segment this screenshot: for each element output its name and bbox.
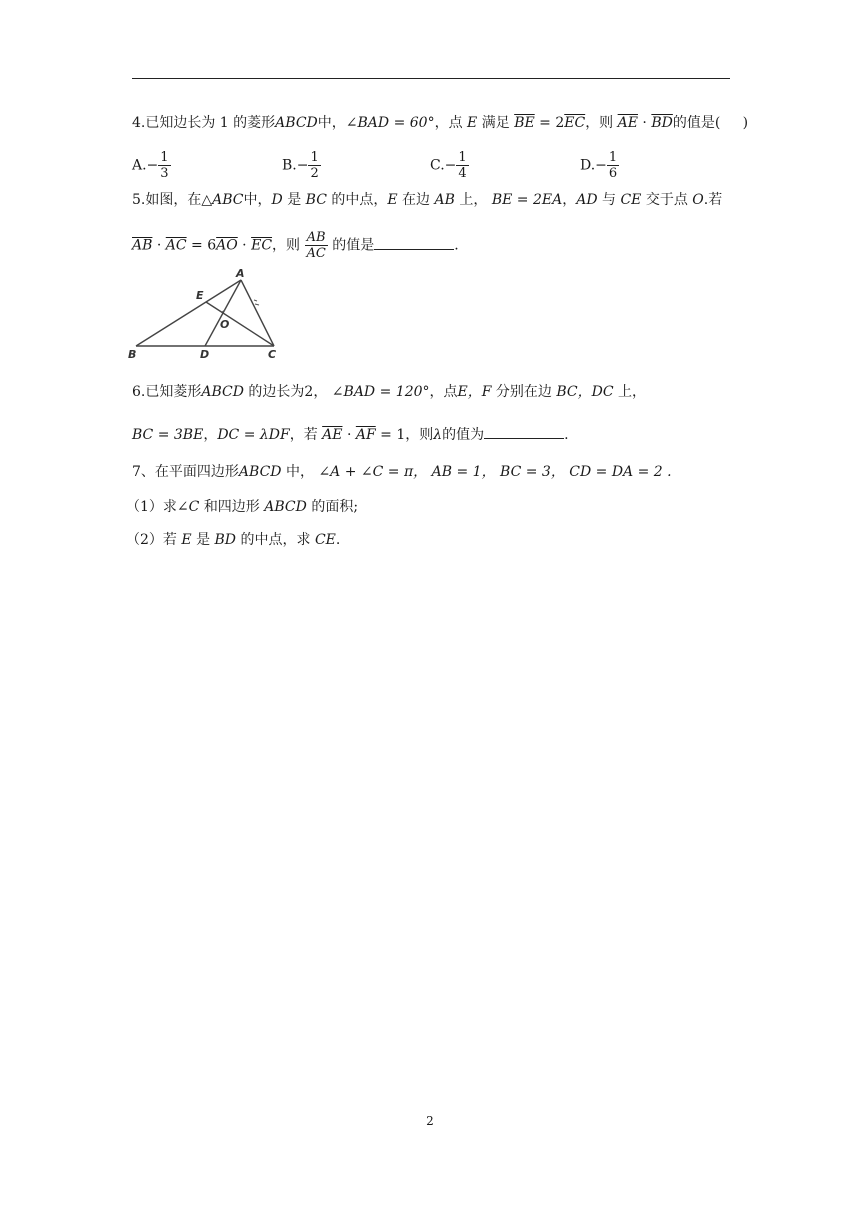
question-6-condition: BC = 3BE，DC = λDF，若 $\overline{AE} \cdot \overline{AF} = 1$，则λ的值为 . (132, 424, 569, 445)
label-b: B (128, 348, 137, 361)
question-5-equation: $\overline{AB} \cdot \overline{AC} = 6\overline{AO} \cdot \overline{EC}$，则 $\frac{AB}{AC}$ 的值是 . (132, 230, 459, 261)
question-7-part-2: （2）若 E 是 BD 的中点，求 CE. (126, 532, 341, 548)
label-e: E (196, 289, 204, 302)
question-5-stem: 5.如图，在△ABC中，D 是 BC 的中点，E 在边 AB 上， BE = 2EA，AD 与 CE 交于点 O.若 (132, 192, 723, 208)
segment-ec (206, 302, 274, 346)
answer-blank-q6 (484, 424, 564, 439)
label-a: A (236, 267, 245, 280)
label-o: O (220, 318, 230, 331)
question-6-stem: 6.已知菱形ABCD 的边长为2， ∠BAD = 120°，点E，F 分别在边 BC，DC 上， (132, 384, 647, 400)
label-c: C (268, 348, 277, 361)
option-a: A.− $\frac{1}{3}$ (132, 150, 169, 181)
question-7-stem: 7、在平面四边形ABCD 中， ∠A + ∠C = π， AB = 1， BC = 3， CD = DA = 2 . (132, 464, 672, 480)
triangle-figure (126, 266, 286, 362)
question-7-part-1: （1）求∠C 和四边形 ABCD 的面积; (126, 499, 359, 515)
answer-blank-q5 (374, 235, 454, 250)
page-number: 2 (426, 1114, 434, 1128)
option-b: B.− $\frac{1}{2}$ (282, 150, 319, 181)
option-d: D.− $\frac{1}{6}$ (580, 150, 618, 181)
question-4-stem: 4.已知边长为 1 的菱形ABCD中，∠BAD = 60°，点 E 满足 $\overline{BE} = 2\overline{EC}$，则 $\overline{AE} \cdot \overline{BD}$的值是( ) (132, 115, 749, 131)
option-c: C.− $\frac{1}{4}$ (430, 150, 467, 181)
segment-ba (136, 280, 241, 346)
header-rule (132, 78, 730, 79)
label-d: D (200, 348, 210, 361)
